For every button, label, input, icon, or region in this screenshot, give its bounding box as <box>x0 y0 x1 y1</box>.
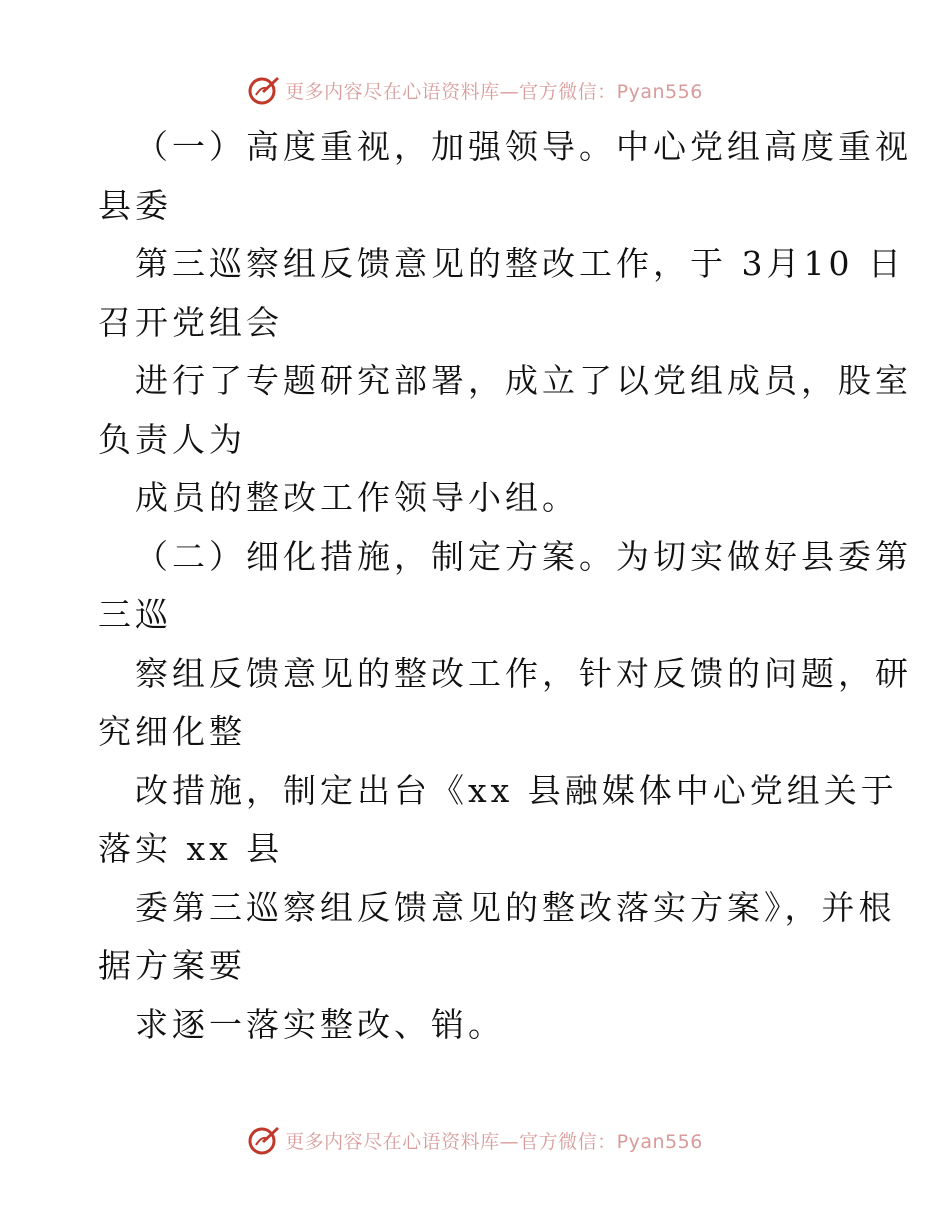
text-line: 据方案要 <box>98 946 246 985</box>
pen-logo-icon <box>247 73 281 107</box>
header-watermark <box>0 70 950 110</box>
text-line: 县委 <box>98 185 172 225</box>
pen-logo-icon <box>247 1123 281 1157</box>
text-line: 三巡 <box>98 595 172 634</box>
text-line: 委第三巡察组反馈意见的整改落实方案》，并根 <box>135 887 896 927</box>
text-line: （一）高度重视，加强领导。中心党组高度重视 <box>135 127 912 166</box>
text-line: （二）细化措施，制定方案。为切实做好县委第 <box>135 536 912 576</box>
text-line: 成员的整改工作领导小组。 <box>135 478 579 517</box>
text-line: 第三巡察组反馈意见的整改工作，于 3月10 日 <box>135 244 905 283</box>
watermark-text: 更多内容尽在心语资料库—官方微信：Pyan556 <box>285 1130 703 1153</box>
watermark-text: 更多内容尽在心语资料库—官方微信：Pyan556 <box>285 80 703 103</box>
document-body <box>98 118 912 1054</box>
text-line: 察组反馈意见的整改工作，针对反馈的问题，研 <box>135 653 912 693</box>
text-line: 求逐一落实整改、销。 <box>135 1004 505 1044</box>
text-line: 改措施，制定出台《xx 县融媒体中心党组关于 <box>135 770 898 810</box>
text-line: 召开党组会 <box>98 302 283 342</box>
footer-watermark <box>0 1120 950 1160</box>
text-line: 进行了专题研究部署，成立了以党组成员，股室 <box>135 361 912 400</box>
text-line: 落实 xx 县 <box>98 829 284 868</box>
text-line: 究细化整 <box>98 712 246 751</box>
text-line: 负责人为 <box>98 419 246 459</box>
